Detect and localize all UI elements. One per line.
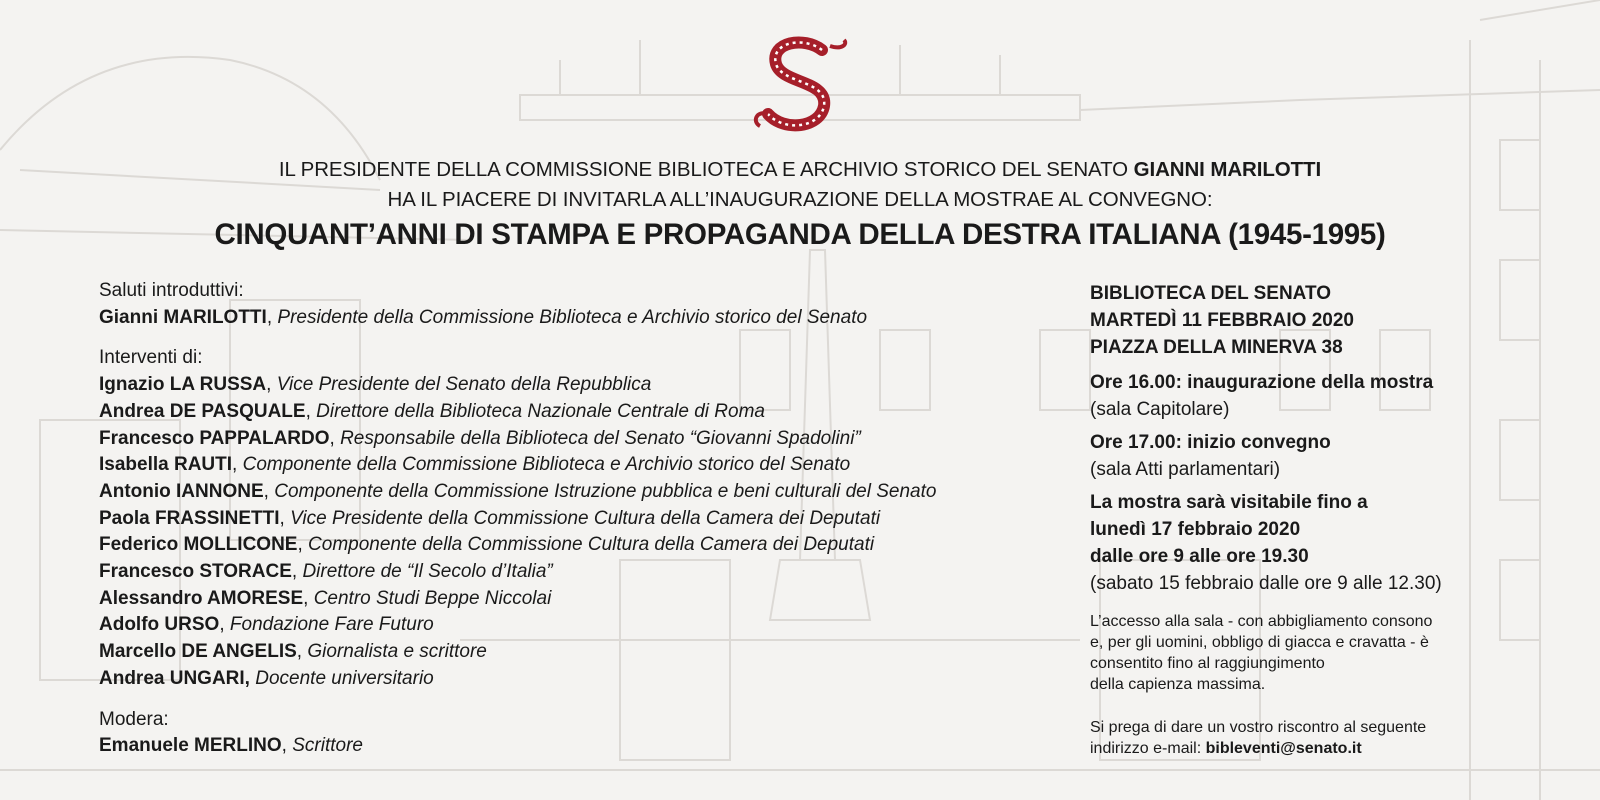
speaker-name: Marcello DE ANGELIS (99, 641, 297, 663)
speaker-name: Andrea DE PASQUALE (99, 400, 306, 422)
schedule-event: Ore 16.00: inaugurazione della mostra (1090, 372, 1434, 393)
senate-logo (746, 36, 854, 136)
speaker-role: Direttore de “Il Secolo d’Italia” (302, 561, 553, 583)
speaker-name: Adolfo URSO (99, 614, 220, 636)
event-title: CINQUANT’ANNI DI STAMPA E PROPAGANDA DELLA DESTRA ITALIANA (1945-1995) (214, 218, 1386, 251)
venue-address: PIAZZA DELLA MINERVA 38 (1090, 337, 1343, 358)
exhibition-line: lunedì 17 febbraio 2020 (1090, 519, 1301, 540)
speaker-role: Giornalista e scrittore (307, 641, 487, 663)
speaker-role: Direttore della Biblioteca Nazionale Centrale di Roma (316, 400, 765, 422)
speaker-name: Francesco STORACE (99, 561, 292, 583)
speaker-row: Federico MOLLICONE, Componente della Commissione Cultura della Camera dei Deputati (99, 534, 875, 556)
speaker-row: Isabella RAUTI, Componente della Commissione Biblioteca e Archivio storico del Senato (99, 454, 851, 476)
exhibition-line: dalle ore 9 alle ore 19.30 (1090, 546, 1309, 567)
speaker-row: Francesco PAPPALARDO, Responsabile della Biblioteca del Senato “Giovanni Spadolini” (99, 427, 861, 449)
speaker-name: Isabella RAUTI (99, 454, 233, 476)
speaker-row (99, 666, 1059, 693)
speaker-role: Componente della Commissione Istruzione pubblica e beni culturali del Senato (274, 480, 937, 502)
rsvp-note (1090, 717, 1510, 759)
rsvp-line: Si prega di dare un vostro riscontro al seguente (1090, 719, 1427, 736)
access-note-line: della capienza massima. (1090, 676, 1266, 693)
schedule-room: (sala Atti parlamentari) (1090, 459, 1281, 480)
speaker-row: Andrea DE PASQUALE, Direttore della Biblioteca Nazionale Centrale di Roma (99, 400, 765, 422)
speaker-row: Paola FRASSINETTI, Vice Presidente della Commissione Cultura della Camera dei Deputati (99, 507, 881, 529)
schedule-item (1090, 429, 1510, 483)
speaker-name: Alessandro AMORESE (99, 587, 304, 609)
schedule-room: (sala Capitolare) (1090, 399, 1230, 420)
rsvp-prefix: indirizzo e-mail: (1090, 740, 1202, 757)
schedule-item (1090, 369, 1510, 423)
speaker-row: Francesco STORACE, Direttore de “Il Secolo d’Italia” (99, 561, 553, 583)
venue (1090, 280, 1510, 361)
speaker-name: Antonio IANNONE (99, 480, 264, 502)
speaker-role: Presidente della Commissione Biblioteca e Archivio storico del Senato (277, 306, 868, 328)
program-column (99, 278, 1059, 760)
speaker-role: Docente universitario (255, 667, 434, 689)
president-title: IL PRESIDENTE DELLA COMMISSIONE BIBLIOTECA E ARCHIVIO STORICO DEL SENATO (278, 158, 1129, 181)
speaker-name: Federico MOLLICONE (99, 534, 298, 556)
greetings-heading: Saluti introduttivi: (99, 280, 244, 301)
speaker-role: Fondazione Fare Futuro (229, 614, 434, 636)
speaker-row: Marcello DE ANGELIS, Giornalista e scrittore (99, 641, 487, 663)
speaker-row: Adolfo URSO, Fondazione Fare Futuro (99, 614, 434, 636)
venue-date: MARTEDÌ 11 FEBBRAIO 2020 (1090, 310, 1354, 331)
speaker-row: Alessandro AMORESE, Centro Studi Beppe Niccolai (99, 587, 552, 609)
speaker-name: Gianni MARILOTTI (99, 306, 267, 328)
access-note-line: L’accesso alla sala - con abbigliamento consono (1090, 613, 1433, 630)
access-note-line: consentito fino al raggiungimento (1090, 655, 1325, 672)
moderator-role: Scrittore (292, 735, 363, 757)
info-column (1090, 280, 1510, 759)
speaker-role: Responsabile della Biblioteca del Senato “Giovanni Spadolini” (340, 427, 861, 449)
invitation-line-1 (0, 158, 1600, 182)
speaker-role: Centro Studi Beppe Niccolai (313, 587, 552, 609)
speaker-role: Componente della Commissione Biblioteca e Archivio storico del Senato (242, 454, 851, 476)
speaker-name: Francesco PAPPALARDO (99, 427, 330, 449)
speaker-row: Ignazio LA RUSSA, Vice Presidente del Senato della Repubblica (99, 374, 652, 396)
rsvp-email-link[interactable]: bibleventi@senato.it (1205, 740, 1362, 757)
greetings-speaker: Gianni MARILOTTI, Presidente della Commissione Biblioteca e Archivio storico del Senato (99, 306, 868, 328)
speakers-heading: Interventi di: (99, 347, 203, 369)
access-note-line: e, per gli uomini, obbligo di giacca e cravatta - è (1090, 634, 1429, 651)
speaker-role: Vice Presidente della Commissione Cultura della Camera dei Deputati (290, 507, 881, 529)
speaker-name: Ignazio LA RUSSA (99, 374, 267, 396)
moderator-name: Emanuele MERLINO (99, 735, 282, 757)
moderator-row: Emanuele MERLINO, Scrittore (99, 735, 363, 757)
president-name: GIANNI MARILOTTI (1133, 158, 1322, 181)
exhibition-hours (1090, 489, 1510, 597)
access-note (1090, 611, 1510, 695)
speaker-name: Paola FRASSINETTI (99, 507, 280, 529)
moderator-heading: Modera: (99, 708, 169, 730)
schedule-event: Ore 17.00: inizio convegno (1090, 432, 1331, 453)
venue-name: BIBLIOTECA DEL SENATO (1090, 283, 1332, 304)
invitation-line-2: HA IL PIACERE DI INVITARLA ALL’INAUGURAZIONE DELLA MOSTRAE AL CONVEGNO: (387, 188, 1213, 211)
speaker-role: Componente della Commissione Cultura della Camera dei Deputati (308, 534, 875, 556)
speaker-name: Andrea UNGARI, (99, 667, 250, 689)
exhibition-line: (sabato 15 febbraio dalle ore 9 alle 12.30) (1090, 573, 1442, 594)
exhibition-line: La mostra sarà visitabile fino a (1090, 492, 1368, 513)
speaker-row: Antonio IANNONE, Componente della Commissione Istruzione pubblica e beni culturali del Senato (99, 480, 937, 502)
speaker-role: Vice Presidente del Senato della Repubblica (276, 374, 652, 396)
